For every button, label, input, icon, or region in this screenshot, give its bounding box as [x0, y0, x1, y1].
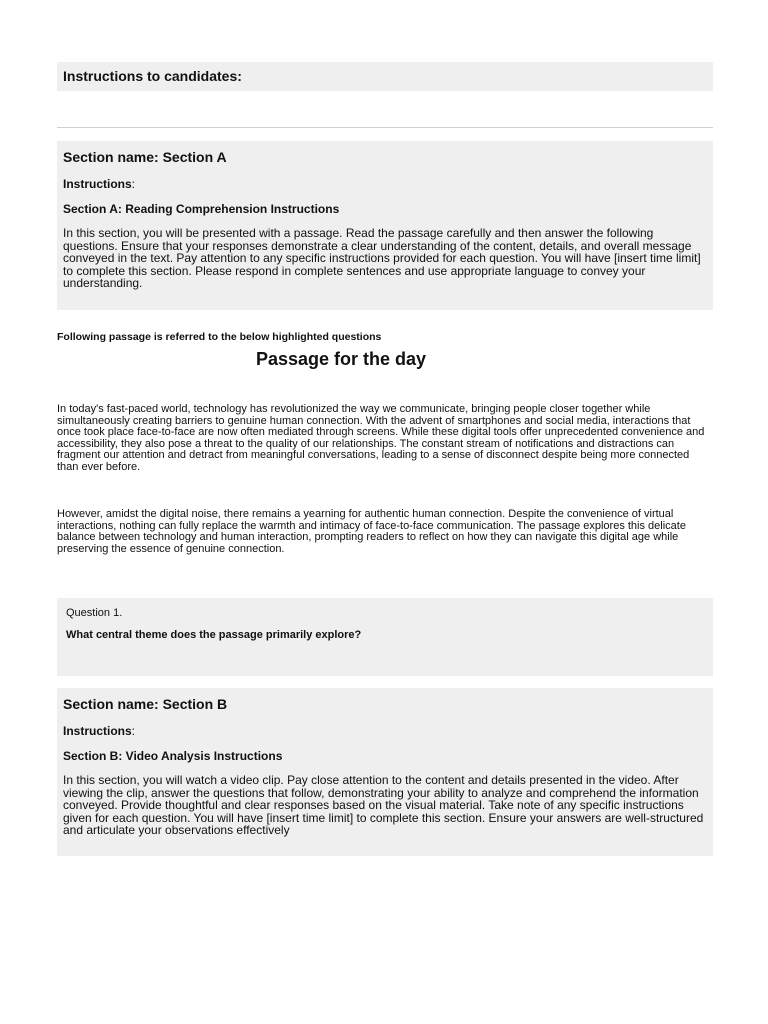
passage-heading: Passage for the day: [255, 349, 427, 369]
passage-reference-note: Following passage is referred to the below highlighted questions: [57, 331, 382, 343]
instructions-label-text: Instructions: [63, 177, 132, 191]
section-a-instructions-title: Section A: Reading Comprehension Instructions: [63, 202, 340, 216]
instructions-label-text: Instructions: [63, 724, 132, 738]
passage-paragraph: In today's fast-paced world, technology has revolutionized the way we communicate, bringing people closer together while simultaneously creating barriers to genuine human connection. With the advent of smartphones and social media, interactions that once took place face-to-face are now often mediated through screens. While these digital tools offer unprecedented convenience and accessibility, they also pose a threat to the quality of our relationships. The constant stream of notifications and distractions can fragment our attention and detract from meaningful conversations, leading to a sense of disconnect despite being more connected than ever before.: [57, 403, 705, 473]
section-a-instructions-body: In this section, you will be presented with a passage. Read the passage carefully and then answer the following questions. Ensure that your responses demonstrate a clear understanding of the content, details, and overall message conveyed in the text. Pay attention to any specific instructions provided for each question. You will have [insert time limit] to complete this section. Please respond in complete sentences and use appropriate language to convey your understanding.: [63, 226, 701, 290]
instructions-label-colon: :: [131, 177, 136, 191]
section-a-panel: [57, 141, 713, 310]
instructions-label-colon: :: [131, 724, 136, 738]
question-number: Question 1.: [66, 607, 123, 619]
section-a-instructions-label: [63, 177, 135, 191]
section-b-instructions-title: Section B: Video Analysis Instructions: [63, 749, 283, 763]
section-b-instructions-body: In this section, you will watch a video clip. Pay close attention to the content and details presented in the video. After viewing the clip, answer the questions that follow, demonstrating your ability to analyze and comprehend the information conveyed. Provide thoughtful and clear responses based on the visual material. Take note of any specific instructions given for each question. You will have [insert time limit] to complete this section. Ensure your answers are well-structured and articulate your observations effectively: [63, 773, 704, 837]
divider: [57, 127, 713, 128]
section-a-name: Section name: Section A: [63, 149, 227, 165]
section-b-instructions-label: [63, 724, 135, 738]
passage-paragraph: However, amidst the digital noise, there remains a yearning for authentic human connection. Despite the convenience of virtual interactions, nothing can fully replace the warmth and intimacy of face-to-face communication. The passage explores this delicate balance between technology and human interaction, prompting readers to reflect on how they can navigate this digital age while preserving the essence of genuine connection.: [57, 508, 686, 555]
section-b-panel: [57, 688, 713, 856]
question-card: [57, 598, 713, 676]
section-b-name: Section name: Section B: [63, 696, 228, 712]
instructions-header: [57, 62, 713, 91]
question-text: What central theme does the passage primarily explore?: [66, 629, 362, 641]
instructions-title: Instructions to candidates:: [63, 68, 242, 84]
